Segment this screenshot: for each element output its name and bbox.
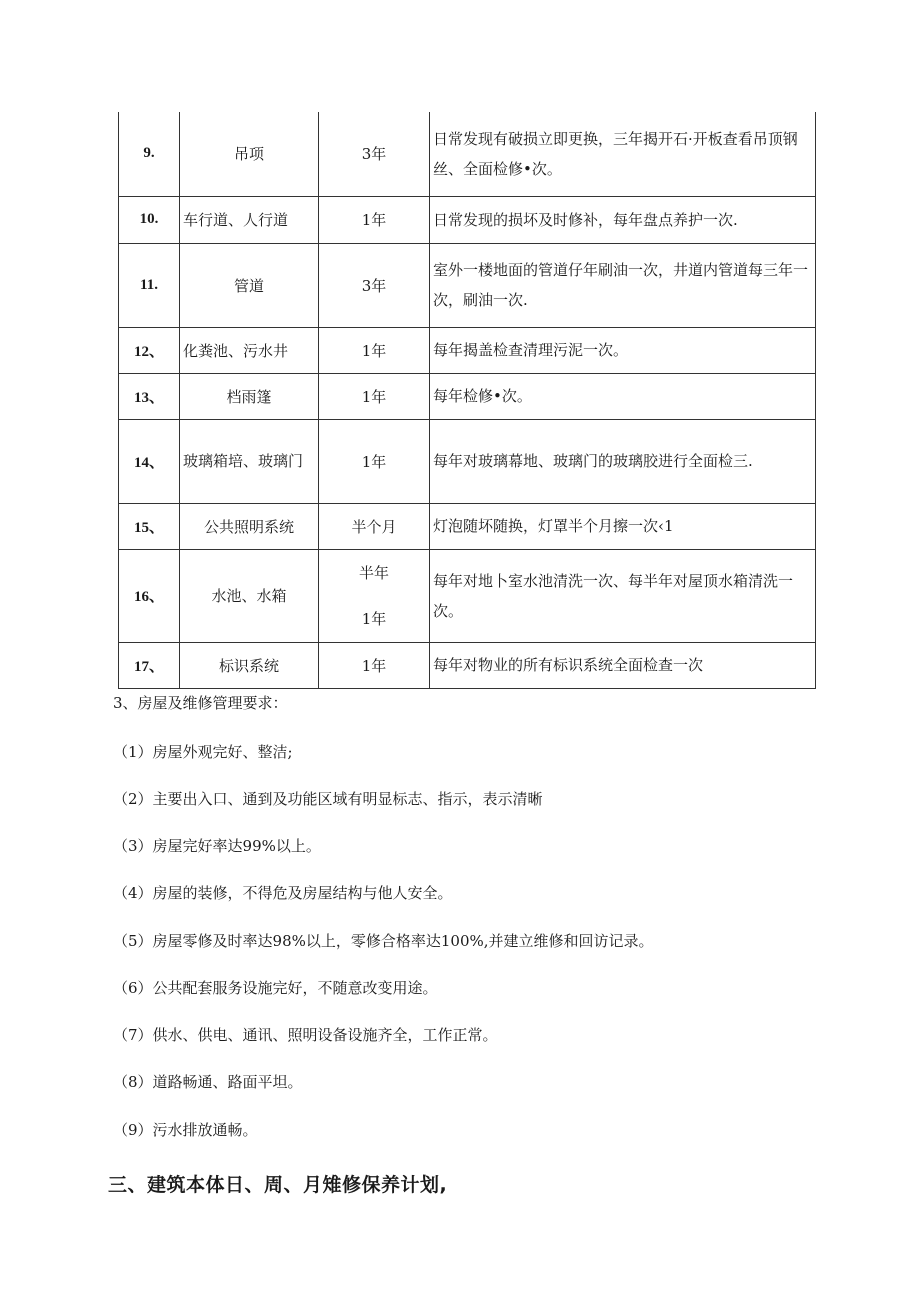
maintenance-cycle bbox=[319, 112, 430, 196]
maintenance-description: 日常发现的损坏及时修补，每年盘点养护一次. bbox=[430, 196, 816, 243]
cycle-value: 半个月 bbox=[351, 517, 397, 536]
requirement-item: （7）供水、供电、通讯、照明设备设施齐全，工作正常。 bbox=[113, 1026, 498, 1044]
item-name: 公共照明系统 bbox=[180, 503, 319, 549]
maintenance-cycle bbox=[319, 196, 430, 243]
table-row bbox=[119, 549, 816, 642]
table-row bbox=[119, 642, 816, 688]
item-name: 管道 bbox=[180, 243, 319, 327]
requirement-item: （8）道路畅通、路面平坦。 bbox=[113, 1073, 303, 1091]
table-row bbox=[119, 419, 816, 503]
maintenance-description: 日常发现有破损立即更换，三年揭开石·开板查看吊顶钢丝、全面检修•次。 bbox=[430, 112, 816, 196]
maintenance-description: 每年对物业的所有标识系统全面检查一次 bbox=[430, 642, 816, 688]
cycle-value: 1年 bbox=[361, 341, 387, 360]
item-name: 档雨篷 bbox=[180, 373, 319, 419]
maintenance-cycle bbox=[319, 243, 430, 327]
cycle-value: 1年 bbox=[361, 609, 387, 628]
table-row bbox=[119, 112, 816, 196]
row-number: 12、 bbox=[119, 327, 180, 373]
table-row bbox=[119, 196, 816, 243]
maintenance-description: 室外一楼地面的管道仔年刷油一次，井道内管道每三年一次，刷油一次. bbox=[430, 243, 816, 327]
maintenance-cycle bbox=[319, 503, 430, 549]
row-number: 15、 bbox=[119, 503, 180, 549]
cycle-value: 1年 bbox=[361, 452, 387, 471]
requirement-item: （2）主要出入口、通到及功能区域有明显标志、指示，表示清晰 bbox=[113, 790, 543, 808]
maintenance-cycle bbox=[319, 327, 430, 373]
table-row bbox=[119, 373, 816, 419]
row-number: 10. bbox=[119, 196, 180, 243]
table-row bbox=[119, 243, 816, 327]
row-number: 16、 bbox=[119, 549, 180, 642]
item-name: 玻璃箱培、玻璃门 bbox=[180, 419, 319, 503]
maintenance-table bbox=[118, 112, 816, 689]
maintenance-cycle bbox=[319, 419, 430, 503]
requirement-item: （4）房屋的装修，不得危及房屋结构与他人安全。 bbox=[113, 884, 453, 902]
maintenance-cycle bbox=[319, 549, 430, 642]
maintenance-description: 每年对玻璃幕地、玻璃门的玻璃胶进行全面检三. bbox=[430, 419, 816, 503]
item-name: 标识系统 bbox=[180, 642, 319, 688]
cycle-value: 半年 bbox=[358, 563, 389, 582]
cycle-value: 1年 bbox=[361, 211, 387, 229]
maintenance-description: 每年揭盖检查清理污泥一次。 bbox=[430, 327, 816, 373]
item-name: 吊项 bbox=[180, 112, 319, 196]
requirement-item: （3）房屋完好率达99%以上。 bbox=[113, 837, 321, 855]
cycle-value: 1年 bbox=[361, 656, 387, 675]
item-name: 化粪池、污水井 bbox=[180, 327, 319, 373]
maintenance-cycle bbox=[319, 642, 430, 688]
table-row bbox=[119, 503, 816, 549]
cycle-value: 1年 bbox=[361, 387, 387, 406]
row-number: 13、 bbox=[119, 373, 180, 419]
row-number: 17、 bbox=[119, 642, 180, 688]
requirement-item: （9）污水排放通畅。 bbox=[113, 1121, 258, 1139]
row-number: 11. bbox=[119, 243, 180, 327]
maintenance-cycle bbox=[319, 373, 430, 419]
requirement-item: （6）公共配套服务设施完好，不随意改变用途。 bbox=[113, 979, 438, 997]
cycle-value: 3年 bbox=[361, 276, 387, 295]
item-name: 水池、水箱 bbox=[180, 549, 319, 642]
maintenance-description: 每年检修•次。 bbox=[430, 373, 816, 419]
section-heading: 三、建筑本体日、周、月雉修保养计划, bbox=[108, 1174, 448, 1196]
requirements-title: 3、房屋及维修管理要求： bbox=[113, 694, 288, 712]
item-name: 车行道、人行道 bbox=[180, 196, 319, 243]
maintenance-description: 灯泡随坏随换，灯罩半个月擦一次‹1 bbox=[430, 503, 816, 549]
row-number: 14、 bbox=[119, 419, 180, 503]
requirement-item: （5）房屋零修及时率达98%以上，零修合格率达100%,并建立维修和回访记录。 bbox=[113, 932, 654, 950]
cycle-value: 3年 bbox=[361, 145, 387, 164]
table-row bbox=[119, 327, 816, 373]
row-number: 9. bbox=[119, 112, 180, 196]
maintenance-description: 每年对地卜室水池清洗一次、每半年对屋顶水箱清洗一次。 bbox=[430, 549, 816, 642]
requirement-item: （1）房屋外观完好、整洁; bbox=[113, 743, 293, 761]
